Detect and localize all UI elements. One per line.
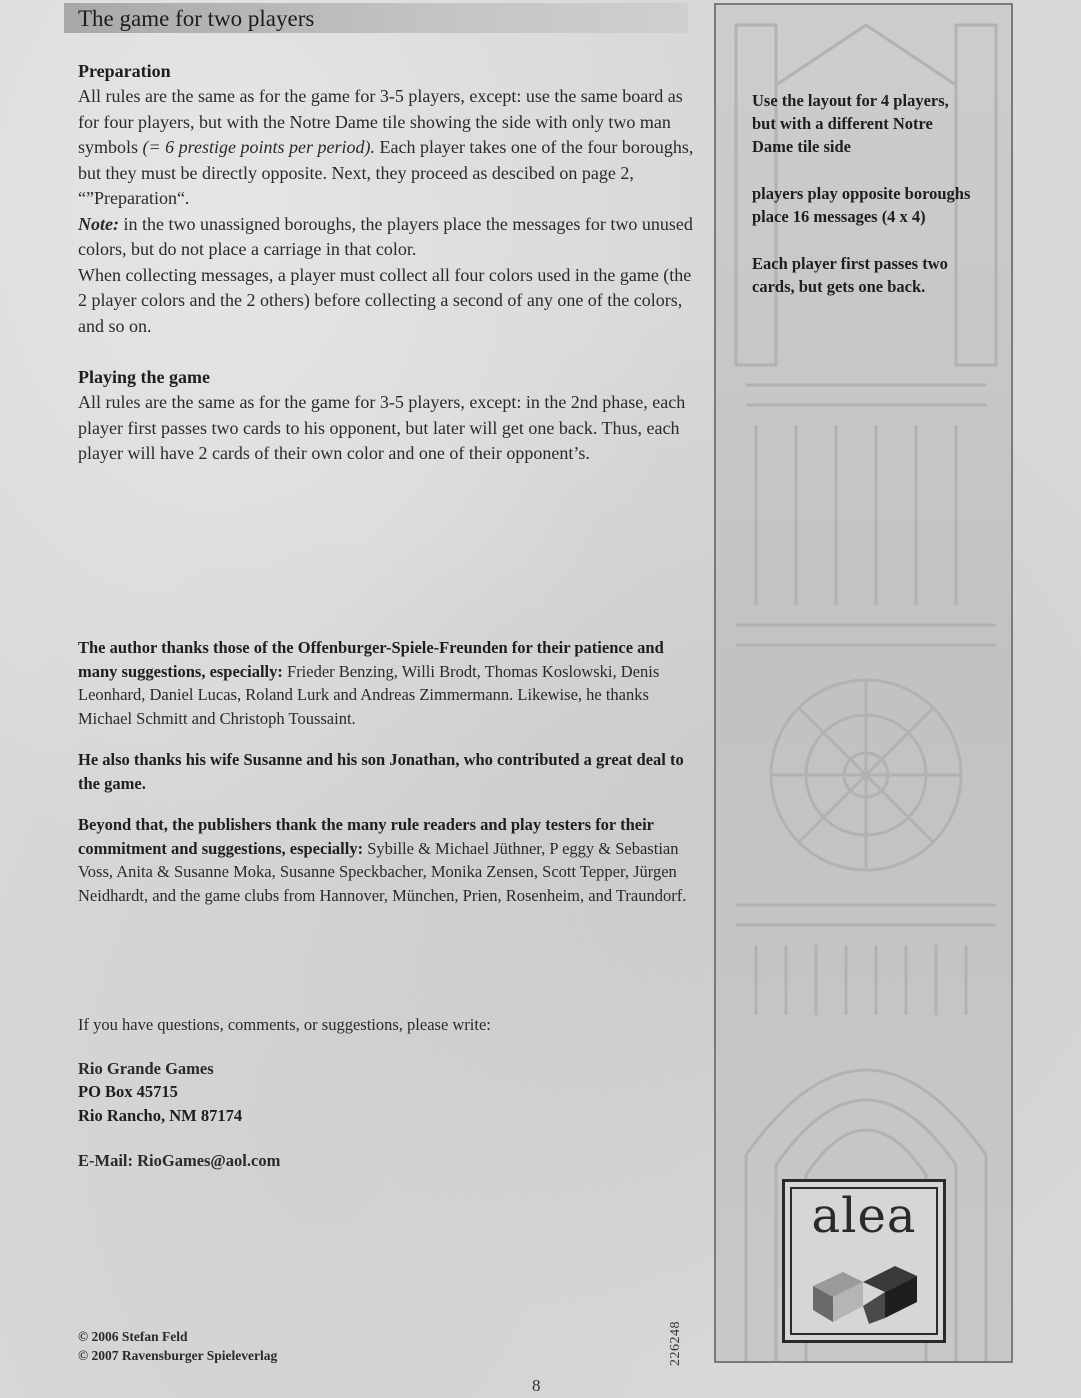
po-box: PO Box 45715	[78, 1082, 178, 1101]
page-number: 8	[532, 1376, 541, 1395]
preparation-text-a: All rules are the same as for the game for 3-5 players, except: use the same board as for four players, but with the Notre Dame tile showing the side with only two man symbols	[78, 86, 683, 157]
family-thanks: He also thanks his wife Susanne and his son Jonathan, who contributed a great deal to the game.	[78, 750, 684, 793]
author-thanks-bold: The author thanks those of the Offenburger-Spiele-Freunden for their patience and many suggestions, especially:	[78, 638, 664, 681]
playing-heading: Playing the game	[78, 367, 210, 387]
sidebar-notes	[752, 89, 1012, 322]
note-paragraph	[78, 212, 703, 263]
preparation-section	[78, 59, 703, 339]
copyright-publisher: © 2007 Ravensburger Spieleverlag	[78, 1348, 278, 1363]
cube-logo-icon	[785, 1182, 943, 1340]
copyright-block	[78, 1327, 277, 1365]
sidebar-note-boroughs: players play opposite boroughs place 16 messages (4 x 4)	[752, 184, 971, 226]
prestige-points-note: (= 6 prestige points per period).	[142, 137, 375, 157]
playing-paragraph: All rules are the same as for the game for 3-5 players, except: in the 2nd phase, each player first passes two cards to his opponent, but later will get one back. Thus, each player will have 2 cards of their own color and one of their opponent’s.	[78, 392, 686, 463]
publisher-thanks-bold: Beyond that, the publishers thank the many rule readers and play testers for their commitment and suggestions, especially:	[78, 815, 654, 858]
page-title: The game for two players	[78, 6, 315, 31]
note-label: Note:	[78, 213, 119, 234]
sidebar-note-cards: Each player first passes two cards, but gets one back.	[752, 254, 948, 296]
article-number: 226248	[668, 1321, 683, 1366]
author-thanks-names: Frieder Benzing, Willi Brodt, Thomas Koslowski, Denis Leonhard, Daniel Lucas, Roland Lurk and Andreas Zimmermann. Likewise, he thanks Michael Schmitt and Christoph Toussaint.	[78, 661, 660, 728]
publisher-thanks-names: Sybille & Michael Jüthner, P eggy & Sebastian Voss, Anita & Susanne Moka, Susanne Speckbacher, Monika Zensen, Scott Tepper, Jürgen Neidhardt, and the game clubs from Hannover, München, Prien, Rosenheim, and Traundorf.	[78, 838, 687, 905]
alea-logo	[782, 1179, 946, 1343]
copyright-author: © 2006 Stefan Feld	[78, 1329, 188, 1344]
credits-section	[78, 636, 703, 925]
preparation-text-b: Each player takes one of the four boroughs, but they must be directly opposite. Next, they proceed as descibed on page 2, “”Preparation“.	[78, 137, 694, 208]
contact-section	[78, 1013, 491, 1173]
sidebar-panel	[714, 3, 1013, 1363]
author-thanks	[78, 636, 703, 730]
logo-text: alea	[811, 1188, 917, 1244]
city-line: Rio Rancho, NM 87174	[78, 1105, 243, 1125]
email-line: E-Mail: RioGames@aol.com	[78, 1151, 281, 1170]
preparation-paragraph	[78, 84, 703, 212]
collecting-paragraph: When collecting messages, a player must collect all four colors used in the game (the 2 player colors and the 2 others) before collecting a second of any one of the colors, and so on.	[78, 264, 692, 336]
playing-section	[78, 365, 703, 467]
note-text: in the two unassigned boroughs, the players place the messages for two unused colors, but do not place a carriage in that color.	[78, 213, 693, 259]
title-bar	[64, 3, 688, 33]
company-name: Rio Grande Games	[78, 1058, 214, 1078]
sidebar-note-layout: Use the layout for 4 players, but with a different Notre Dame tile side	[752, 91, 949, 156]
preparation-heading: Preparation	[78, 61, 171, 81]
contact-intro: If you have questions, comments, or suggestions, please write:	[78, 1015, 491, 1034]
publisher-thanks	[78, 813, 703, 907]
